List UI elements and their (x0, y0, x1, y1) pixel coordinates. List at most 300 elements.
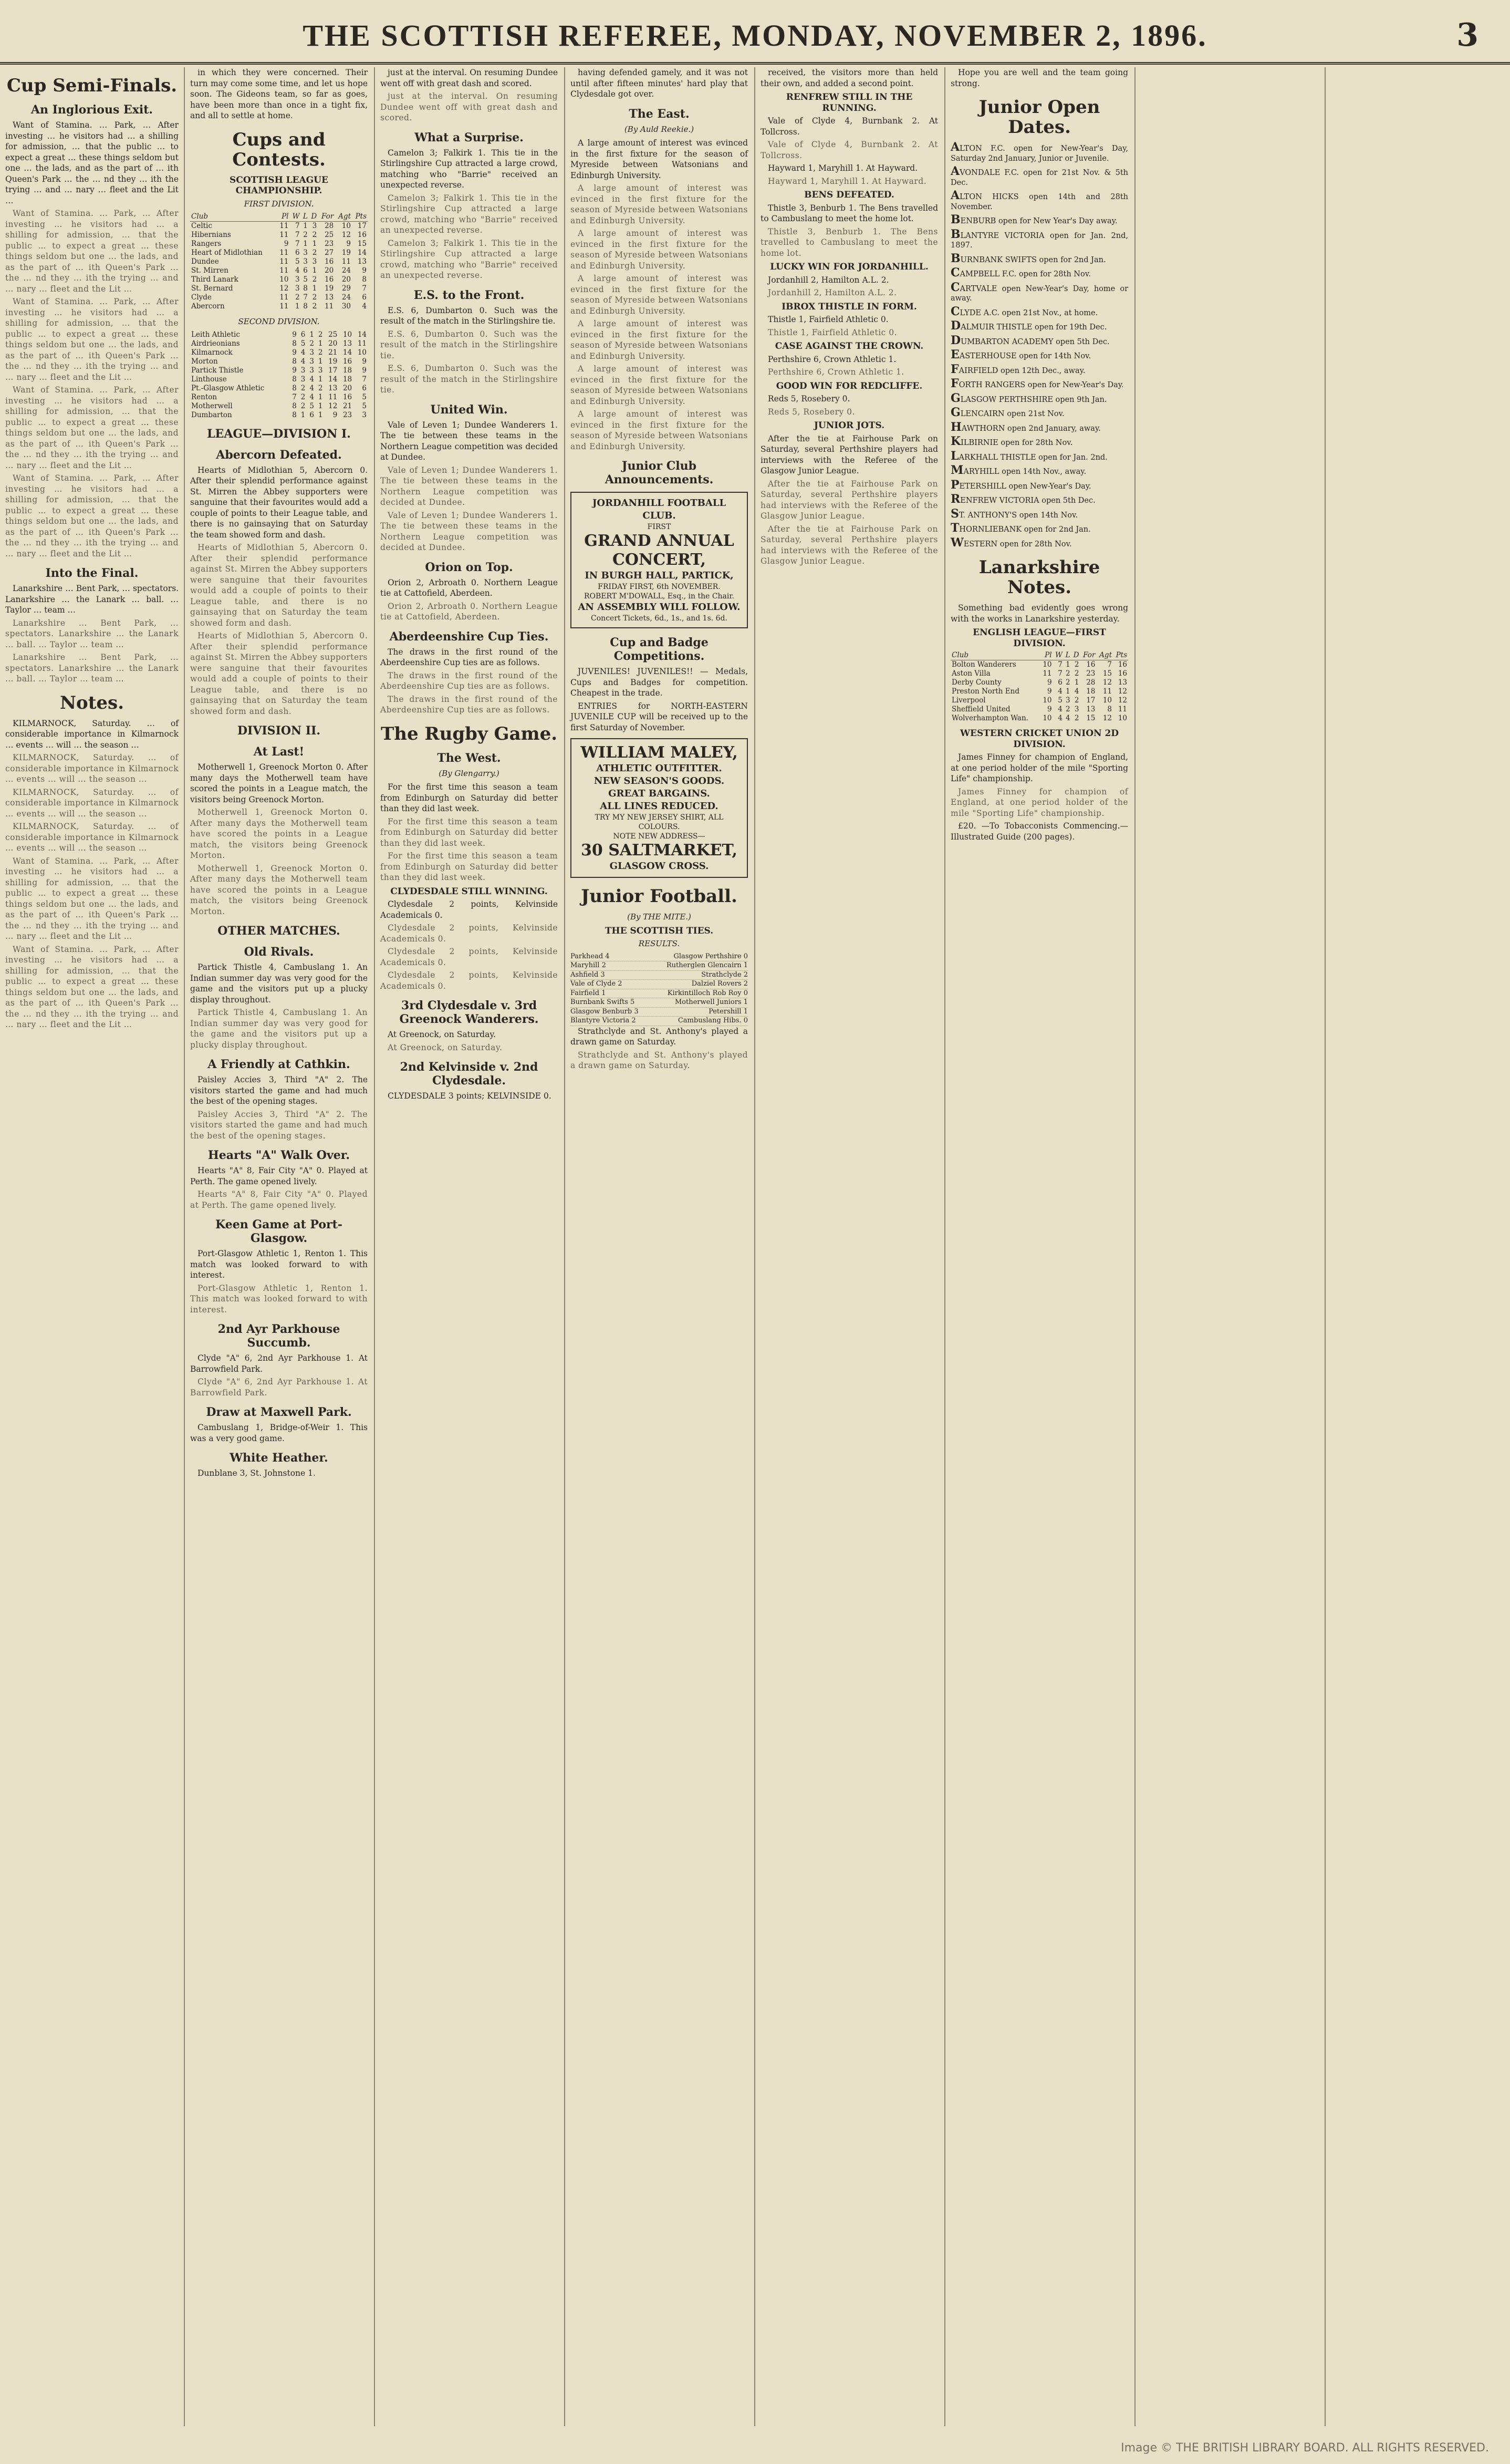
article-text: KILMARNOCK, Saturday. … of considerable importance in Kilmarnock … events … will … the season … (5, 822, 179, 853)
open-date-entry (951, 391, 1128, 405)
table-cell: 4 (1066, 714, 1070, 722)
table-cell: 2 (318, 384, 323, 392)
open-date-entry (951, 350, 1128, 361)
table-cell: 2 (303, 231, 308, 239)
table-cell: 18 (342, 366, 352, 375)
table-cell: 4 (309, 392, 314, 401)
subheadline: LEAGUE—DIVISION I. (207, 427, 351, 441)
table-cell: Morton (191, 357, 218, 366)
table-cell: 12 (1102, 678, 1112, 687)
article-text: E.S. 6, Dumbarton 0. Such was the result of the match in the Stirlingshire tie. (380, 329, 558, 360)
subheadline: Draw at Maxwell Park. (206, 1405, 352, 1419)
article-text: Want of Stamina. … Park, … After investing … he visitors had … a shilling for admission, … that the public … to expect a great … these things seldom but one … the lads, and as the part of … ith Queen's Park … the … nd they … ith the trying … and … nary … fleet and the Lit … (5, 856, 179, 941)
subheadline: Keen Game at Port-Glasgow. (215, 1218, 342, 1245)
table-header-cell: Pts (352, 212, 368, 222)
table-cell: 30 (341, 302, 351, 310)
table-cell: 5 (309, 401, 314, 410)
column-6 (945, 67, 1133, 2426)
article-text: The draws in the first round of the Aberdeenshire Cup ties are as follows. (380, 647, 558, 667)
division-label: FIRST DIVISION. (244, 199, 314, 209)
table-row (190, 249, 368, 257)
entry-text: HORNLIEBANK open for 2nd Jan. (959, 525, 1091, 534)
column-rule (1325, 67, 1326, 2426)
open-date-entry (951, 215, 1128, 226)
article-text: Vale of Clyde 4, Burnbank 2. At Tollcross. (761, 140, 938, 160)
entry-text: LENCAIRN open 21st Nov. (960, 410, 1065, 418)
entry-text: AIRFIELD open 12th Dec., away. (959, 366, 1086, 375)
table-row (190, 339, 368, 348)
article-text: Port-Glasgow Athletic 1, Renton 1. This match was looked forward to with interest. (190, 1249, 368, 1280)
article-text: For the first time this season a team from Edinburgh on Saturday did better than they did last week. (380, 782, 558, 813)
away-team: Kirkintilloch Rob Roy 0 (667, 989, 748, 997)
open-date-entry (951, 227, 1128, 251)
subheadline: RENFREW STILL IN THE RUNNING. (786, 92, 913, 113)
result-row (570, 980, 748, 989)
article-text: At Greenock, on Saturday. (388, 1042, 503, 1052)
table-cell: 4 (300, 348, 306, 357)
results-label: RESULTS. (638, 939, 680, 948)
article-text: Lanarkshire … Bent Park, … spectators. Lanarkshire … the Lanark … ball. … Taylor … team … (5, 584, 179, 615)
away-team: Petershill 1 (709, 1007, 748, 1016)
subheadline: DIVISION II. (237, 724, 321, 738)
article-text: James Finney for champion of England, at one period holder of the mile "Sporting Life" championship. (951, 786, 1128, 818)
table-row (951, 696, 1128, 705)
article-text: Perthshire 6, Crown Athletic 1. (768, 367, 904, 377)
table-cell: 3 (312, 257, 317, 266)
entry-text: LTON HICKS open 14th and 28th November. (951, 193, 1128, 211)
away-team: Dalziel Rovers 2 (691, 980, 748, 988)
table-header-cell: L (1064, 651, 1071, 660)
home-team: Fairfield 1 (570, 989, 606, 997)
drop-cap: L (951, 449, 959, 463)
article-text: KILMARNOCK, Saturday. … of considerable importance in Kilmarnock … events … will … the season … (5, 718, 179, 750)
column-5 (755, 67, 943, 2426)
table-row (951, 705, 1128, 714)
table-cell: 9 (1047, 705, 1052, 713)
ad-line: IN BURGH HALL, PARTICK, (585, 570, 734, 581)
subheadline: LUCKY WIN FOR JORDANHILL. (770, 262, 929, 272)
drop-cap: G (951, 391, 961, 405)
drop-cap: A (951, 140, 960, 154)
article-text: received, the visitors more than held their own, and added a second point. (761, 68, 938, 88)
table-cell: 15 (357, 240, 367, 248)
table-cell: 2 (1066, 678, 1070, 687)
table-cell: 10 (341, 222, 351, 230)
subheadline: The West. (437, 751, 501, 765)
headline: The Rugby Game. (380, 723, 558, 744)
article-text: Clydesdale 2 points, Kelvinside Academicals 0. (380, 923, 558, 944)
table-cell: 14 (342, 348, 352, 357)
table-cell: 16 (325, 275, 334, 284)
table-row (190, 402, 368, 411)
table-cell: 11 (279, 249, 289, 257)
article-text: E.S. 6, Dumbarton 0. Such was the result of the match in the Stirlingshire tie. (380, 305, 558, 326)
table-cell: 16 (1118, 669, 1127, 678)
table-cell: 3 (312, 222, 317, 230)
drop-cap: C (951, 266, 960, 279)
drop-cap: B (951, 251, 961, 265)
league-title: ENGLISH LEAGUE—FIRST DIVISION. (973, 627, 1106, 649)
table-cell: 1 (1066, 687, 1070, 696)
article-text: Hearts of Midlothian 5, Abercorn 0. After their splendid performance against St. Mirren the Abbey supporters were sanguine that their favourites would add a couple of points to their League table, and there is no gainsaying that on Saturday the team showed form and dash. (190, 631, 368, 716)
table-cell: 12 (328, 401, 338, 410)
entry-text: ARKHALL THISTLE open for Jan. 2nd. (959, 453, 1108, 462)
article-text: KILMARNOCK, Saturday. … of considerable importance in Kilmarnock … events … will … the season … (5, 753, 179, 784)
subheadline: White Heather. (230, 1451, 328, 1465)
entry-text: UMBARTON ACADEMY open 5th Dec. (961, 337, 1110, 346)
table-cell: 3 (309, 366, 314, 375)
table-cell: 13 (1086, 705, 1096, 713)
table-cell: 3 (300, 375, 306, 384)
result-row (570, 961, 748, 971)
table-cell: 18 (342, 375, 352, 384)
table-cell: 3 (1066, 696, 1070, 705)
page-number: 3 (1456, 17, 1478, 54)
article-text: Something bad evidently goes wrong with the works in Lanarkshire yesterday. (951, 603, 1128, 624)
table-cell: 28 (325, 222, 334, 230)
table-cell: 9 (362, 357, 367, 366)
table-cell: 11 (279, 257, 289, 266)
ad-line: NEW SEASON'S GOODS. (593, 775, 725, 786)
subheadline: Junior Club Announcements. (605, 459, 714, 486)
subheadline: United Win. (430, 402, 508, 417)
ad-line: ROBERT M'DOWALL, Esq., in the Chair. (584, 592, 734, 601)
byline: (By Glengarry.) (439, 768, 499, 778)
table-row (190, 222, 368, 231)
table-cell: 1 (1074, 678, 1079, 687)
headline: Junior Open Dates. (978, 97, 1100, 138)
table-cell: 1 (300, 410, 306, 419)
article-text: Orion 2, Arbroath 0. Northern League tie at Cattofield, Aberdeen. (380, 577, 558, 598)
ad-line: FRIDAY FIRST, 6th NOVEMBER. (598, 583, 721, 591)
table-cell: 11 (279, 266, 289, 275)
article-text: Want of Stamina. … Park, … After investing … he visitors had … a shilling for admission, … that the public … to expect a great … these things seldom but one … the lads, and as the part of … ith Queen's Park … the … nd they … ith the trying … and … nary … fleet and the Lit … (5, 473, 179, 558)
table-row (190, 384, 368, 393)
open-dates-list (951, 142, 1128, 549)
table-row (951, 669, 1128, 678)
subheadline: 2nd Kelvinside v. 2nd Clydesdale. (400, 1060, 538, 1088)
subheadline: CLYDESDALE STILL WINNING. (390, 886, 548, 897)
article-text: A large amount of interest was evinced in the first fixture for the season of Myreside between Watsonians and Edinburgh University. (570, 138, 748, 180)
open-date-entry (951, 465, 1128, 477)
article-text: After the tie at Fairhouse Park on Saturday, several Perthshire players had interviews with the Referee of the Glasgow Junior League. (761, 433, 938, 475)
subheadline: GOOD WIN FOR REDCLIFFE. (776, 380, 923, 391)
table-cell: 10 (1102, 696, 1112, 705)
subheadline: 3rd Clydesdale v. 3rd Greenock Wanderers. (399, 999, 539, 1026)
table-cell: 2 (300, 392, 306, 401)
table-cell: 23 (342, 410, 352, 419)
column-1 (0, 67, 184, 2426)
table-cell: 2 (1074, 669, 1079, 678)
table-cell: 9 (292, 348, 297, 357)
open-date-entry (951, 268, 1128, 279)
article-text: Jordanhill 2, Hamilton A.L. 2. (768, 275, 889, 285)
table-cell: 14 (328, 375, 338, 384)
table-cell: 2 (312, 293, 317, 302)
masthead (0, 0, 1510, 65)
table-cell: 16 (1118, 660, 1127, 669)
drop-cap: D (951, 319, 961, 333)
open-date-entry (951, 506, 1128, 521)
table-cell: 2 (312, 275, 317, 284)
drop-cap: S (951, 506, 959, 521)
table-cell: 7 (362, 375, 367, 384)
table-cell: 23 (1086, 669, 1096, 678)
league-title: SCOTTISH LEAGUE CHAMPIONSHIP. (230, 174, 328, 196)
table-cell: 3 (300, 366, 306, 375)
entry-text: ARYHILL open 14th Nov., away. (963, 468, 1087, 476)
table-cell: 2 (1074, 714, 1079, 722)
table-cell: 16 (1086, 660, 1096, 669)
article-text: CLYDESDALE 3 points; KELVINSIDE 0. (388, 1091, 551, 1101)
article-text: Motherwell 1, Greenock Morton 0. After many days the Motherwell team have scored the points in a League match, the visitors being Greenock Morton. (190, 863, 368, 916)
table-cell: 9 (332, 410, 338, 419)
article-text: just at the interval. On resuming Dundee went off with great dash and scored. (380, 91, 558, 122)
article-text: Want of Stamina. … Park, … After investing … he visitors had … a shilling for admission, … that the public … to expect a great … these things seldom but one … the lads, and as the part of … ith Queen's Park … the … nd they … ith the trying … and … nary … fleet and the Lit … (5, 944, 179, 1029)
table-cell: 13 (357, 257, 367, 266)
subheadline: Aberdeenshire Cup Ties. (389, 629, 549, 644)
ad-line: ATHLETIC OUTFITTER. (596, 763, 722, 774)
article-text: Clydesdale 2 points, Kelvinside Academicals 0. (380, 970, 558, 991)
table-header-cell: W (1053, 651, 1064, 660)
subheadline: 2nd Ayr Parkhouse Succumb. (217, 1322, 340, 1350)
subheadline: The East. (629, 107, 690, 121)
table-row (951, 678, 1128, 687)
concert-advertisement (570, 492, 748, 628)
table-cell: Celtic (191, 222, 212, 230)
drop-cap: M (951, 463, 964, 477)
open-date-entry (951, 251, 1128, 265)
table-cell: 2 (312, 302, 317, 310)
table-cell: 25 (325, 231, 334, 239)
drop-cap: B (951, 213, 961, 226)
table-cell: 1 (318, 392, 323, 401)
article-text: E.S. 6, Dumbarton 0. Such was the result of the match in the Stirlingshire tie. (380, 364, 558, 395)
article-text: Thistle 3, Benburb 1. The Bens travelled to Cambuslang to meet the home lot. (761, 203, 938, 223)
entry-text: LASGOW PERTHSHIRE open 9th Jan. (960, 395, 1107, 404)
table-cell: Pt.-Glasgow Athletic (191, 384, 265, 392)
table-row (190, 275, 368, 284)
headline: Cups and Contests. (232, 129, 326, 170)
article-text: Camelon 3; Falkirk 1. This tie in the Stirlingshire Cup attracted a large crowd, matching who "Barrie" received an unexpected reverse. (380, 238, 558, 280)
table-cell: 19 (341, 249, 351, 257)
article-text: Orion 2, Arbroath 0. Northern League tie at Cattofield, Aberdeen. (380, 601, 558, 622)
table-cell: 7 (1058, 669, 1063, 678)
table-row (190, 284, 368, 293)
table-cell: 4 (1058, 687, 1063, 696)
entry-text: ESTERN open for 28th Nov. (963, 540, 1072, 548)
article-text: Hope you are well and the team going strong. (951, 68, 1128, 88)
article-text: just at the interval. On resuming Dundee went off with great dash and scored. (380, 68, 558, 88)
table-cell: 16 (325, 257, 334, 266)
table-row (951, 660, 1128, 670)
table-cell: Wolverhampton Wan. (952, 714, 1028, 722)
table-cell: 9 (1047, 678, 1052, 687)
table-cell: Airdrieonians (191, 339, 240, 348)
open-date-entry (951, 480, 1128, 492)
article-text: Perthshire 6, Crown Athletic 1. (768, 354, 897, 364)
article-text: A large amount of interest was evinced in the first fixture for the season of Myreside between Watsonians and Edinburgh University. (570, 183, 748, 225)
away-team: Rutherglen Glencairn 1 (666, 961, 748, 969)
article-text: Thistle 1, Fairfield Athletic 0. (768, 327, 898, 337)
table-cell: 10 (1043, 660, 1052, 669)
league-table-second-division (190, 330, 368, 420)
entry-text: AWTHORN open 2nd January, away. (961, 424, 1101, 433)
table-row (190, 393, 368, 402)
table-cell: Aston Villa (952, 669, 991, 678)
article-text: Clydesdale 2 points, Kelvinside Academicals 0. (380, 947, 558, 967)
table-row (190, 293, 368, 302)
article-text: Camelon 3; Falkirk 1. This tie in the Stirlingshire Cup attracted a large crowd, matching who "Barrie" received an unexpected reverse. (380, 193, 558, 235)
article-text: Want of Stamina. … Park, … After investing … he visitors had … a shilling for admission, … that the public … to expect a great … these things seldom but one … the lads, and as the part of … ith Queen's Park … the … nd they … ith the trying … and … nary … fleet and the Lit … (5, 297, 179, 382)
subheadline: Old Rivals. (244, 945, 314, 959)
table-cell: 8 (1107, 705, 1112, 713)
article-text: For the first time this season a team from Edinburgh on Saturday did better than they did last week. (380, 851, 558, 882)
table-cell: 2 (318, 330, 323, 339)
table-cell: 12 (1102, 714, 1112, 722)
table-cell: 7 (295, 222, 300, 230)
table-cell: 7 (295, 231, 300, 239)
home-team: Parkhead 4 (570, 952, 610, 960)
table-cell: 11 (325, 302, 334, 310)
table-cell: 20 (341, 275, 351, 284)
drop-cap: D (951, 333, 961, 347)
entry-text: ORTH RANGERS open for New-Year's Day. (959, 381, 1124, 389)
table-cell: Partick Thistle (191, 366, 244, 375)
table-cell: 4 (1058, 714, 1063, 722)
article-text: Cambuslang 1, Bridge-of-Weir 1. This was a very good game. (190, 1423, 368, 1443)
table-cell: 16 (357, 231, 367, 239)
table-row (190, 411, 368, 420)
table-cell: 11 (357, 339, 367, 348)
drop-cap: G (951, 406, 961, 419)
table-cell: 1 (318, 410, 323, 419)
table-cell: 6 (303, 266, 308, 275)
result-row (570, 1008, 748, 1017)
table-cell: 4 (1074, 687, 1079, 696)
table-cell: 2 (1066, 705, 1070, 713)
table-cell: 2 (318, 348, 323, 357)
table-cell: 2 (300, 384, 306, 392)
subheadline: WESTERN CRICKET UNION 2D DIVISION. (960, 728, 1119, 750)
subheadline: IBROX THISTLE IN FORM. (782, 301, 917, 312)
article-text: Port-Glasgow Athletic 1, Renton 1. This match was looked forward to with interest. (190, 1283, 368, 1314)
home-team: Ashfield 3 (570, 970, 605, 979)
table-row (190, 231, 368, 240)
table-cell: 8 (292, 384, 297, 392)
table-cell: 6 (300, 330, 306, 339)
ad-line: FIRST (647, 523, 671, 531)
table-cell: 16 (342, 392, 352, 401)
ad-line: GREAT BARGAINS. (608, 788, 710, 799)
column-rule (1134, 67, 1136, 2426)
open-date-entry (951, 451, 1128, 463)
table-cell: 27 (325, 249, 334, 257)
subheadline: CASE AGAINST THE CROWN. (775, 341, 924, 351)
article-text: Lanarkshire … Bent Park, … spectators. Lanarkshire … the Lanark … ball. … Taylor … team … (5, 618, 179, 649)
table-cell: 29 (341, 284, 351, 293)
table-cell: 1 (318, 401, 323, 410)
away-team: Motherwell Juniors 1 (674, 998, 748, 1006)
table-cell: 9 (362, 366, 367, 375)
table-cell: 8 (292, 339, 297, 348)
table-row (190, 375, 368, 384)
headline: Cup Semi-Finals. (6, 75, 178, 96)
open-date-entry (951, 422, 1128, 434)
table-row (190, 348, 368, 357)
article-text: in which they were concerned. Their turn may come some time, and let us hope soon. The Gideons team, so far as goes, have been more than once in a tight fix, and all to settle at home. (190, 68, 368, 120)
headline: Notes. (59, 692, 124, 713)
table-cell: 3 (303, 257, 308, 266)
entry-text: AMPBELL F.C. open for 28th Nov. (960, 270, 1091, 278)
table-cell: 3 (303, 249, 308, 257)
table-cell: 17 (1086, 696, 1096, 705)
article-text: Jordanhill 2, Hamilton A.L. 2. (768, 288, 897, 297)
table-cell: 13 (1118, 678, 1127, 687)
table-cell: 1 (312, 240, 317, 248)
article-text: Reds 5, Rosebery 0. (768, 407, 855, 417)
column-3 (375, 67, 563, 2426)
article-text: Thistle 1, Fairfield Athletic 0. (768, 315, 889, 324)
table-cell: 3 (295, 284, 300, 293)
table-row (190, 366, 368, 375)
table-cell: 12 (279, 284, 289, 293)
table-cell: 6 (295, 249, 300, 257)
table-cell: Leith Athletic (191, 330, 240, 339)
table-cell: 5 (1058, 696, 1063, 705)
table-header-cell: For (1080, 651, 1096, 660)
table-cell: 1 (1066, 660, 1070, 669)
table-cell: 10 (1118, 714, 1127, 722)
table-cell: 8 (292, 410, 297, 419)
table-cell: 8 (292, 401, 297, 410)
table-cell: 4 (300, 357, 306, 366)
table-cell: 3 (1074, 705, 1079, 713)
table-cell: 11 (1102, 687, 1112, 696)
article-text: Hayward 1, Maryhill 1. At Hayward. (768, 163, 918, 173)
article-text: Vale of Clyde 4, Burnbank 2. At Tollcross. (761, 116, 938, 137)
table-cell: 15 (1086, 714, 1096, 722)
table-header-cell: For (318, 212, 335, 222)
article-text: Hearts "A" 8, Fair City "A" 0. Played at Perth. The game opened lively. (190, 1189, 368, 1210)
newspaper-title: THE SCOTTISH REFEREE, MONDAY, NOVEMBER 2, 1896. (303, 18, 1207, 53)
home-team: Glasgow Benburb 3 (570, 1007, 639, 1016)
article-text: having defended gamely, and it was not until after fifteen minutes' hard play that Clydesdale got over. (570, 68, 748, 99)
table-cell: 4 (295, 266, 300, 275)
table-header-cell: D (1071, 651, 1080, 660)
article-text: Paisley Accies 3, Third "A" 2. The visitors started the game and had much the best of the opening stages. (190, 1109, 368, 1141)
division-label: SECOND DIVISION. (238, 317, 320, 326)
article-text: Lanarkshire … Bent Park, … spectators. Lanarkshire … the Lanark … ball. … Taylor … team … (5, 653, 179, 684)
entry-text: ARTVALE open New-Year's Day, home or away. (951, 284, 1128, 303)
table-cell: 9 (346, 240, 351, 248)
table-cell: 20 (328, 339, 338, 348)
table-cell: 8 (362, 275, 367, 284)
table-cell: Dundee (191, 257, 219, 266)
article-text: Hearts of Midlothian 5, Abercorn 0. After their splendid performance against St. Mirren the Abbey supporters were sanguine that their favourites would add a couple of points to their League table, and there is no gainsaying that on Saturday the team showed form and dash. (190, 543, 368, 628)
article-text: Camelon 3; Falkirk 1. This tie in the Stirlingshire Cup attracted a large crowd, matching who "Barrie" received an unexpected reverse. (380, 148, 558, 190)
home-team: Burnbank Swifts 5 (570, 998, 635, 1006)
ad-line: AN ASSEMBLY WILL FOLLOW. (578, 602, 741, 613)
table-cell: 19 (325, 284, 334, 293)
column-2 (185, 67, 373, 2426)
table-row (190, 266, 368, 275)
table-cell: 3 (318, 366, 323, 375)
entry-text: VONDALE F.C. open for 21st Nov. & 5th Dec. (951, 169, 1128, 187)
table-cell: 21 (342, 401, 352, 410)
table-cell: 2 (312, 249, 317, 257)
table-cell: 10 (342, 330, 352, 339)
